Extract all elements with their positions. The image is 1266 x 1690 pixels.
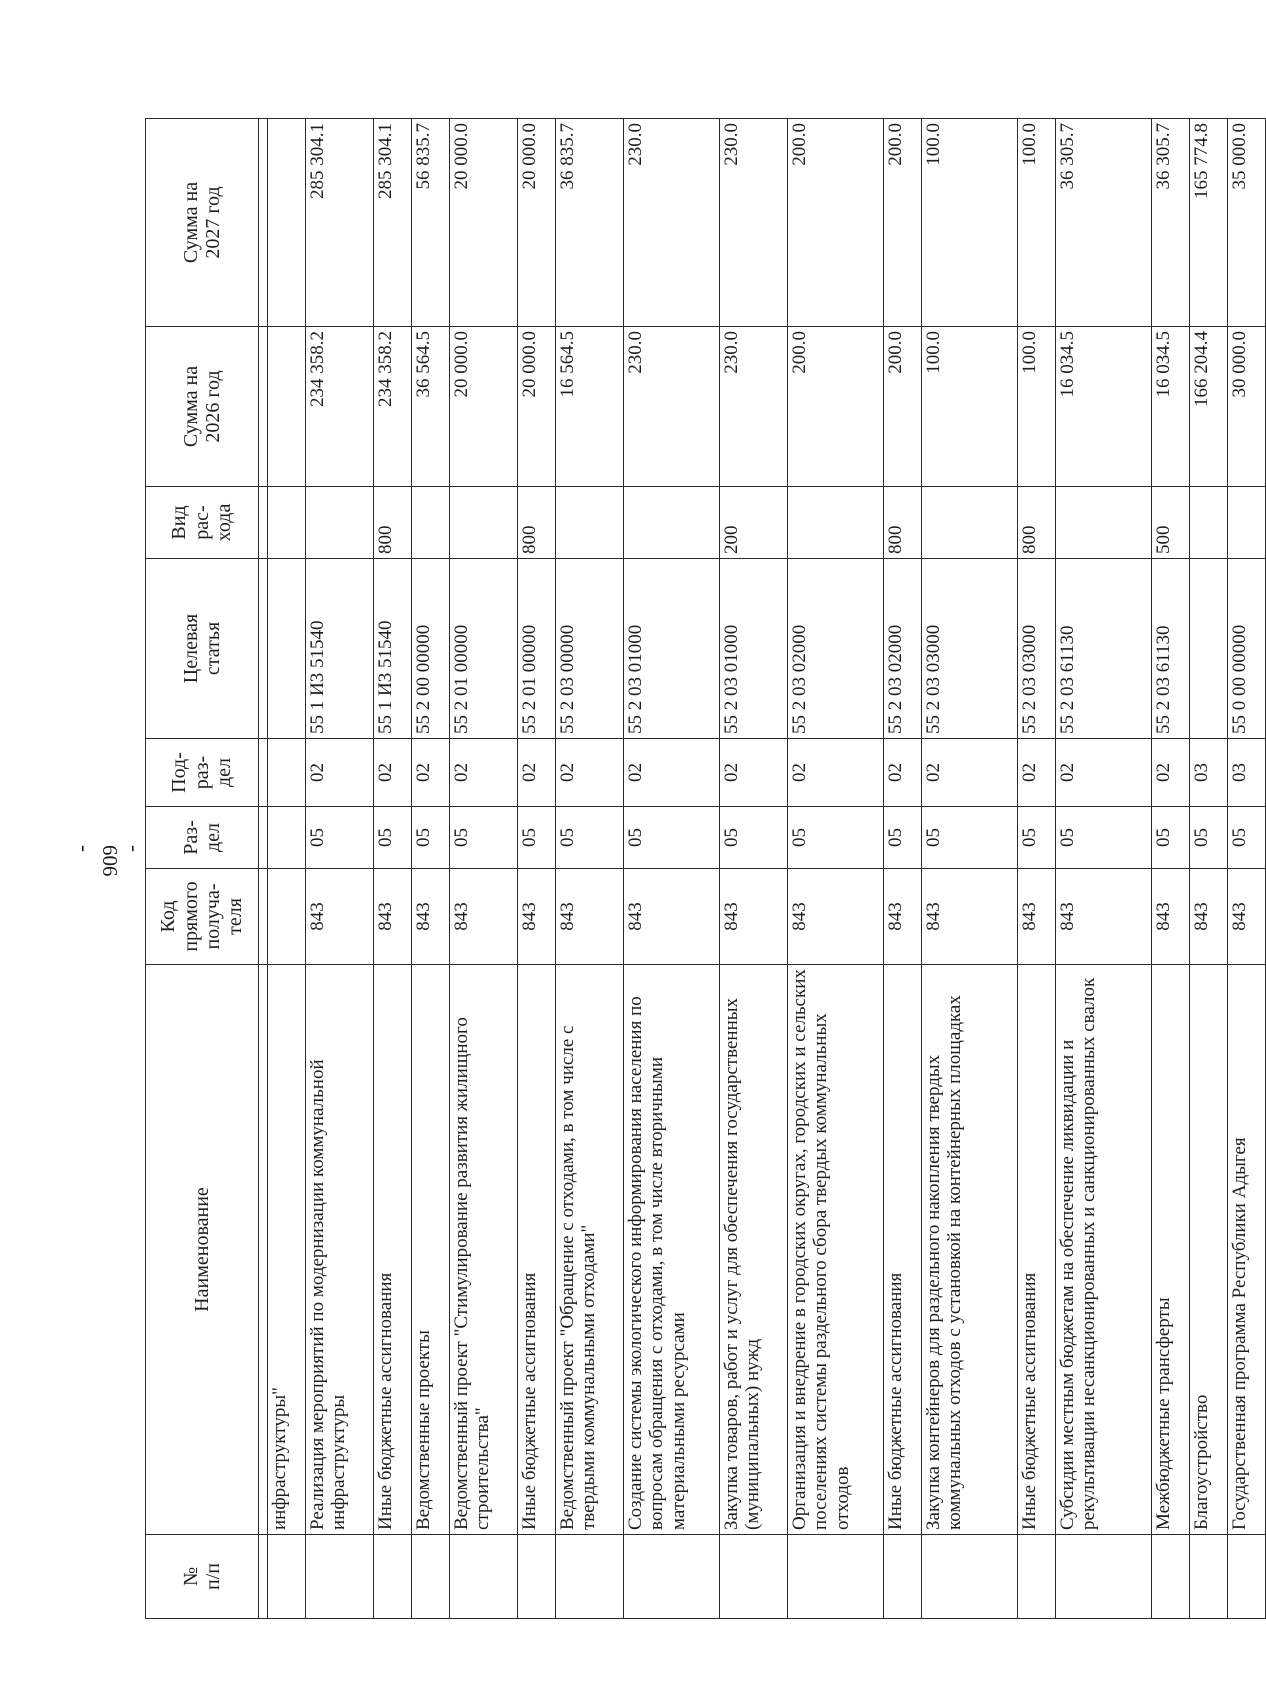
cell-index — [720, 1535, 788, 1619]
cell-sum-2026 — [268, 327, 306, 487]
table-row — [306, 119, 374, 1619]
cell-index — [412, 1535, 450, 1619]
header-index: № п/п — [146, 1535, 259, 1619]
cell-sum-2026: 166 204.4 — [1190, 327, 1228, 487]
cell-sum-2027: 56 835.7 — [412, 119, 450, 327]
cell-sum-2026: 20 000.0 — [518, 327, 556, 487]
cell-subsection: 02 — [412, 739, 450, 807]
cell-subsection: 02 — [884, 739, 922, 807]
cell-expense — [922, 487, 1018, 559]
cell-expense: 200 — [720, 487, 788, 559]
table-row — [556, 119, 624, 1619]
cell-recipient — [268, 869, 306, 965]
cell-index — [1152, 1535, 1190, 1619]
cell-subsection — [268, 739, 306, 807]
cell-sum-2026: 20 000.0 — [450, 327, 518, 487]
cell-target: 55 2 03 61130 — [1152, 559, 1190, 739]
table-row — [374, 119, 412, 1619]
cell-index — [788, 1535, 884, 1619]
cell-sum-2027: 36 305.7 — [1056, 119, 1152, 327]
header-section: Раз- дел — [146, 807, 259, 869]
cell-index — [922, 1535, 1018, 1619]
cell-index — [1228, 1535, 1266, 1619]
cell-name: Закупка контейнеров для раздельного накопления твердых коммунальных отходов с установкой на контейнерных площадках — [922, 965, 1018, 1535]
cell-section: 05 — [1152, 807, 1190, 869]
cell-sum-2026: 234 358.2 — [374, 327, 412, 487]
cell-sum-2026: 16 564.5 — [556, 327, 624, 487]
cell-subsection: 03 — [1190, 739, 1228, 807]
cell-section: 05 — [922, 807, 1018, 869]
cell-index — [374, 1535, 412, 1619]
cell-name: Иные бюджетные ассигнования — [374, 965, 412, 1535]
cell-name: Иные бюджетные ассигнования — [884, 965, 922, 1535]
cell-recipient: 843 — [556, 869, 624, 965]
cell-sum-2027: 20 000.0 — [518, 119, 556, 327]
cell-name: Создание системы экологического информирования населения по вопросам обращения с отходами, в том числе вторичными материальными ресурсами — [624, 965, 720, 1535]
cell-section: 05 — [450, 807, 518, 869]
cell-index — [556, 1535, 624, 1619]
cell-index — [624, 1535, 720, 1619]
cell-name: Организация и внедрение в городских округах, городских и сельских поселениях системы раздельного сбора твердых коммунальных отходов — [788, 965, 884, 1535]
header-name: Наименование — [146, 965, 259, 1535]
cell-sum-2026: 16 034.5 — [1152, 327, 1190, 487]
cell-expense: 800 — [884, 487, 922, 559]
cell-subsection: 02 — [1018, 739, 1056, 807]
cell-expense — [306, 487, 374, 559]
table-row — [1056, 119, 1152, 1619]
cell-expense: 800 — [518, 487, 556, 559]
cell-subsection: 02 — [306, 739, 374, 807]
cell-section: 05 — [1018, 807, 1056, 869]
table-row — [450, 119, 518, 1619]
cell-section: 05 — [1190, 807, 1228, 869]
cell-sum-2027: 165 774.8 — [1190, 119, 1228, 327]
cell-recipient: 843 — [1190, 869, 1228, 965]
table-row — [1190, 119, 1228, 1619]
cell-expense — [268, 487, 306, 559]
cell-expense — [624, 487, 720, 559]
cell-sum-2027: 20 000.0 — [450, 119, 518, 327]
cell-expense — [412, 487, 450, 559]
cell-sum-2027: 230.0 — [720, 119, 788, 327]
cell-subsection: 02 — [450, 739, 518, 807]
cell-recipient: 843 — [1228, 869, 1266, 965]
cell-index — [268, 1535, 306, 1619]
cell-expense — [1056, 487, 1152, 559]
cell-sum-2027: 285 304.1 — [306, 119, 374, 327]
cell-target: 55 2 03 61130 — [1056, 559, 1152, 739]
cell-target: 55 2 03 01000 — [624, 559, 720, 739]
table-row — [268, 119, 306, 1619]
table-row — [922, 119, 1018, 1619]
cell-expense: 500 — [1152, 487, 1190, 559]
cell-target: 55 2 01 00000 — [450, 559, 518, 739]
cell-section: 05 — [884, 807, 922, 869]
cell-name: Закупка товаров, работ и услуг для обеспечения государственных (муниципальных) нужд — [720, 965, 788, 1535]
cell-subsection: 02 — [556, 739, 624, 807]
budget-sheet — [145, 119, 1250, 1619]
cell-sum-2027: 200.0 — [788, 119, 884, 327]
cell-recipient: 843 — [1152, 869, 1190, 965]
cell-expense: 800 — [374, 487, 412, 559]
cell-expense — [788, 487, 884, 559]
cell-target: 55 2 03 03000 — [922, 559, 1018, 739]
cell-name: Ведомственный проект "Обращение с отходами, в том числе с твердыми коммунальными отходами" — [556, 965, 624, 1535]
cell-expense: 800 — [1018, 487, 1056, 559]
cell-subsection: 02 — [720, 739, 788, 807]
cell-name: Межбюджетные трансферты — [1152, 965, 1190, 1535]
budget-table — [145, 118, 1266, 1619]
cell-recipient: 843 — [884, 869, 922, 965]
cell-subsection: 02 — [624, 739, 720, 807]
cell-sum-2027: 200.0 — [884, 119, 922, 327]
cell-sum-2027: 36 305.7 — [1152, 119, 1190, 327]
cell-target: 55 2 01 00000 — [518, 559, 556, 739]
header-subsection: Под- раз- дел — [146, 739, 259, 807]
cell-name: Ведомственные проекты — [412, 965, 450, 1535]
cell-sum-2026: 36 564.5 — [412, 327, 450, 487]
cell-target: 55 1 И3 51540 — [374, 559, 412, 739]
cell-section: 05 — [412, 807, 450, 869]
cell-sum-2026: 30 000.0 — [1228, 327, 1266, 487]
cell-target — [1190, 559, 1228, 739]
cell-section: 05 — [720, 807, 788, 869]
cell-sum-2027: 100.0 — [922, 119, 1018, 327]
cell-index — [1018, 1535, 1056, 1619]
cell-recipient: 843 — [1018, 869, 1056, 965]
cell-sum-2026: 200.0 — [788, 327, 884, 487]
cell-subsection: 03 — [1228, 739, 1266, 807]
cell-recipient: 843 — [450, 869, 518, 965]
cell-sum-2026: 234 358.2 — [306, 327, 374, 487]
cell-target: 55 2 03 00000 — [556, 559, 624, 739]
table-row — [1152, 119, 1190, 1619]
cell-section: 05 — [306, 807, 374, 869]
cell-name: Ведомственный проект "Стимулирование развития жилищного строительства" — [450, 965, 518, 1535]
cell-sum-2026: 200.0 — [884, 327, 922, 487]
header-recipient-code: Код прямого получа- теля — [146, 869, 259, 965]
cell-name: Иные бюджетные ассигнования — [518, 965, 556, 1535]
cell-subsection: 02 — [922, 739, 1018, 807]
cell-recipient: 843 — [788, 869, 884, 965]
cell-expense — [1190, 487, 1228, 559]
table-row — [788, 119, 884, 1619]
cell-sum-2026: 230.0 — [720, 327, 788, 487]
cell-recipient: 843 — [518, 869, 556, 965]
table-row — [412, 119, 450, 1619]
cell-expense — [1228, 487, 1266, 559]
cell-sum-2026: 230.0 — [624, 327, 720, 487]
cell-name: Государственная программа Республики Адыгея — [1228, 965, 1266, 1535]
header-expense-type: Вид рас- хода — [146, 487, 259, 559]
cell-subsection: 02 — [374, 739, 412, 807]
cell-section: 05 — [1228, 807, 1266, 869]
cell-target: 55 0 00 00000 — [1228, 559, 1266, 739]
cell-index — [518, 1535, 556, 1619]
table-row — [518, 119, 556, 1619]
cell-sum-2027: 285 304.1 — [374, 119, 412, 327]
cell-subsection: 02 — [1056, 739, 1152, 807]
cell-recipient: 843 — [1056, 869, 1152, 965]
cell-target: 55 2 03 03000 — [1018, 559, 1056, 739]
cell-target: 55 2 03 01000 — [720, 559, 788, 739]
table-row — [1018, 119, 1056, 1619]
cell-section: 05 — [374, 807, 412, 869]
cell-target: 55 2 03 02000 — [884, 559, 922, 739]
table-row — [884, 119, 922, 1619]
cell-sum-2026: 16 034.5 — [1056, 327, 1152, 487]
cell-subsection: 02 — [518, 739, 556, 807]
cell-sum-2027: 100.0 — [1018, 119, 1056, 327]
cell-target — [268, 559, 306, 739]
header-target-item: Целевая статья — [146, 559, 259, 739]
cell-sum-2027: 36 835.7 — [556, 119, 624, 327]
header-separator-row — [259, 119, 268, 1619]
cell-name: инфраструктуры" — [268, 965, 306, 1535]
cell-sum-2027 — [268, 119, 306, 327]
cell-recipient: 843 — [720, 869, 788, 965]
table-row — [624, 119, 720, 1619]
cell-name: Иные бюджетные ассигнования — [1018, 965, 1056, 1535]
cell-target: 55 2 03 02000 — [788, 559, 884, 739]
cell-section: 05 — [518, 807, 556, 869]
cell-section: 05 — [788, 807, 884, 869]
cell-recipient: 843 — [306, 869, 374, 965]
cell-recipient: 843 — [412, 869, 450, 965]
header-sum-2026: Сумма на 2026 год — [146, 327, 259, 487]
cell-index — [306, 1535, 374, 1619]
cell-sum-2027: 35 000.0 — [1228, 119, 1266, 327]
cell-sum-2026: 100.0 — [922, 327, 1018, 487]
cell-recipient: 843 — [922, 869, 1018, 965]
table-row — [1228, 119, 1266, 1619]
cell-index — [1190, 1535, 1228, 1619]
cell-section: 05 — [1056, 807, 1152, 869]
cell-index — [450, 1535, 518, 1619]
cell-sum-2026: 100.0 — [1018, 327, 1056, 487]
cell-subsection: 02 — [1152, 739, 1190, 807]
cell-name: Благоустройство — [1190, 965, 1228, 1535]
cell-recipient: 843 — [624, 869, 720, 965]
cell-sum-2027: 230.0 — [624, 119, 720, 327]
cell-expense — [450, 487, 518, 559]
cell-name: Субсидии местным бюджетам на обеспечение ликвидации и рекультивации несанкционированных и санкционированных свалок — [1056, 965, 1152, 1535]
cell-name: Реализация мероприятий по модернизации коммунальной инфраструктуры — [306, 965, 374, 1535]
page-number: - 606 - — [73, 845, 148, 877]
header-sum-2027: Сумма на 2027 год — [146, 119, 259, 327]
cell-section — [268, 807, 306, 869]
table-row — [720, 119, 788, 1619]
cell-subsection: 02 — [788, 739, 884, 807]
cell-target: 55 1 И3 51540 — [306, 559, 374, 739]
cell-index — [884, 1535, 922, 1619]
cell-recipient: 843 — [374, 869, 412, 965]
cell-expense — [556, 487, 624, 559]
header-row — [146, 119, 259, 1619]
cell-target: 55 2 00 00000 — [412, 559, 450, 739]
cell-index — [1056, 1535, 1152, 1619]
cell-section: 05 — [556, 807, 624, 869]
cell-section: 05 — [624, 807, 720, 869]
